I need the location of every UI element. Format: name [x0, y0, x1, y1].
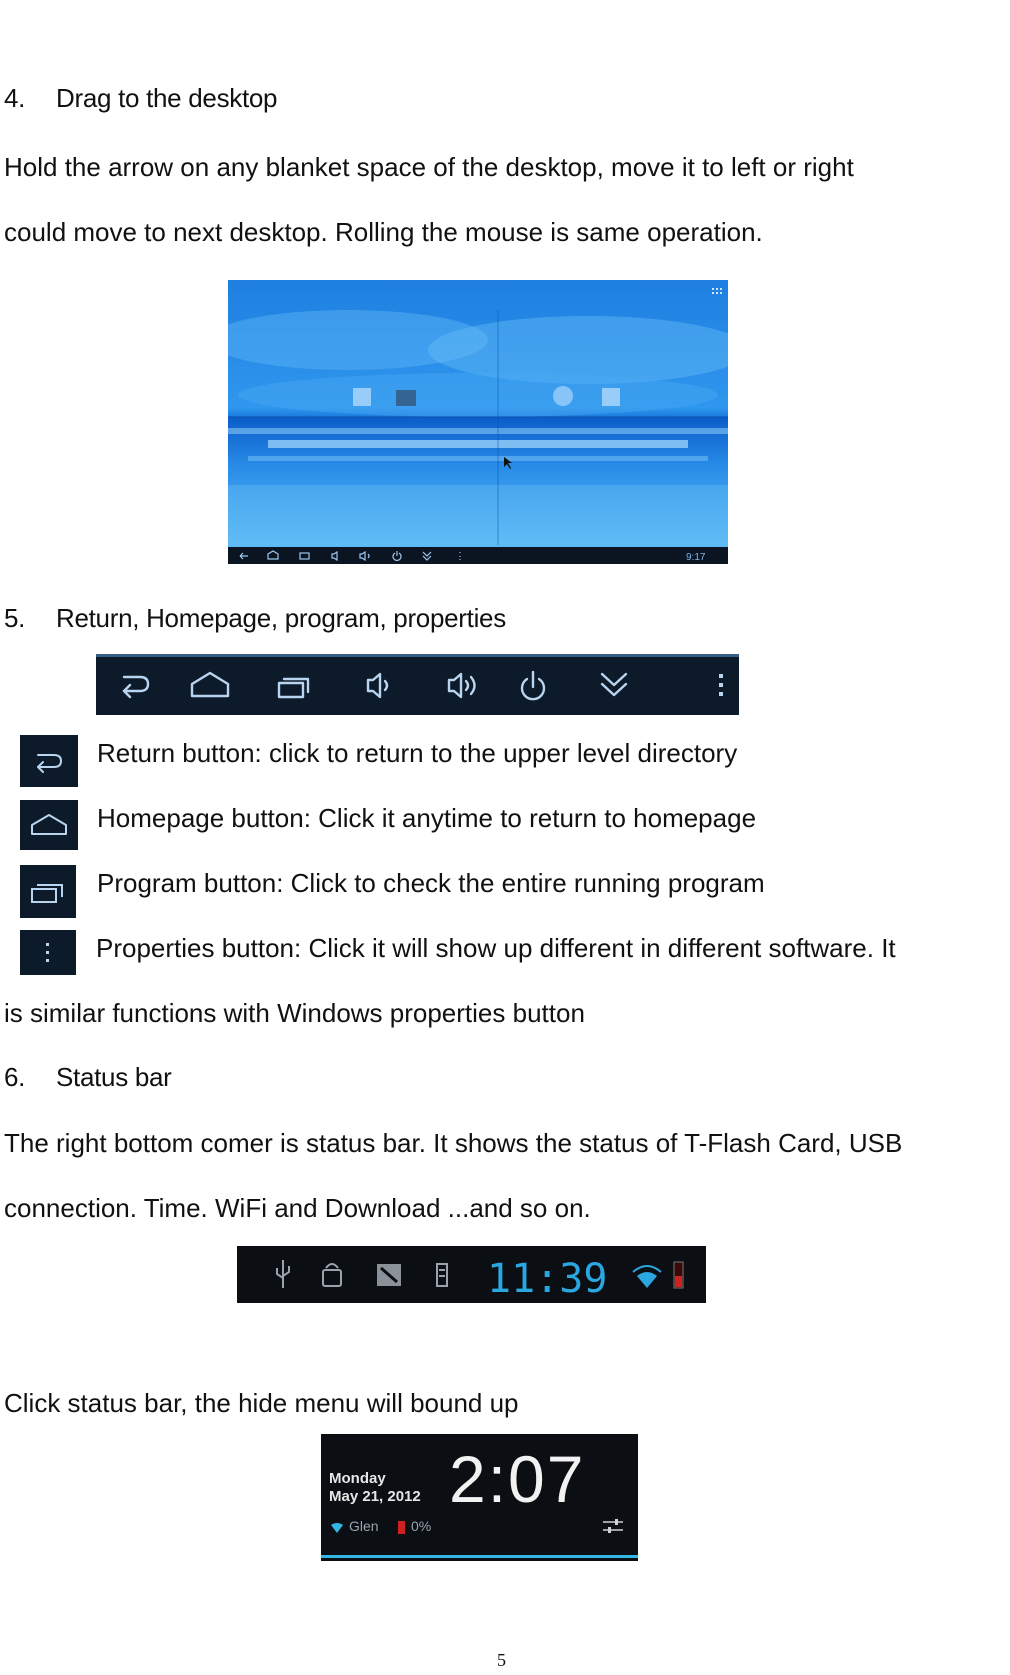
section-4-line-1: Hold the arrow on any blanket space of the desktop, move it to left or right — [4, 152, 854, 182]
recent-apps-icon[interactable] — [279, 679, 308, 697]
page-number: 5 — [497, 1650, 506, 1670]
panel-wifi-icon — [331, 1521, 343, 1533]
section-4-number: 4. — [4, 83, 26, 113]
desktop-clock: 9:17 — [686, 552, 706, 563]
panel-time: 2:07 — [449, 1442, 586, 1516]
battery-icon — [674, 1262, 683, 1288]
panel-accent-line — [321, 1555, 638, 1558]
volume-up-icon[interactable] — [449, 674, 475, 697]
desktop-screenshot — [228, 280, 728, 564]
usb-icon — [277, 1260, 289, 1288]
section-4-line-2: could move to next desktop. Rolling the mouse is same operation. — [4, 217, 763, 247]
panel-day: Monday — [329, 1470, 386, 1487]
homepage-button-description: Homepage button: Click it anytime to return to homepage — [97, 803, 757, 833]
quick-settings-icon[interactable] — [603, 1518, 623, 1534]
panel-battery: 0% — [411, 1518, 432, 1534]
properties-continuation: is similar functions with Windows properties button — [4, 998, 585, 1028]
status-bar-clock: 11:39 — [487, 1256, 608, 1302]
power-icon[interactable] — [522, 672, 544, 699]
section-4-heading — [4, 83, 277, 114]
section-6-title: Status bar — [56, 1062, 172, 1092]
program-button-sample — [20, 865, 76, 918]
return-button-sample — [20, 735, 78, 787]
panel-battery-icon — [398, 1521, 405, 1534]
hide-bar-icon[interactable] — [602, 674, 626, 695]
panel-date: May 21, 2012 — [329, 1488, 421, 1505]
home-icon[interactable] — [192, 673, 228, 696]
download-icon — [437, 1264, 447, 1286]
properties-button-description: Properties button: Click it will show up different in different software. It — [96, 933, 896, 963]
return-button-description: Return button: click to return to the upper level directory — [97, 738, 738, 768]
wifi-icon — [633, 1266, 661, 1288]
sd-card-icon — [377, 1264, 401, 1286]
status-bar[interactable] — [237, 1246, 706, 1303]
panel-network: Glen — [349, 1518, 379, 1534]
android-debug-icon — [323, 1264, 341, 1286]
menu-dots-icon[interactable] — [719, 674, 723, 696]
section-4-title: Drag to the desktop — [56, 83, 278, 113]
section-6-number: 6. — [4, 1062, 26, 1092]
homepage-button-sample — [20, 800, 78, 850]
section-5-number: 5. — [4, 603, 26, 633]
back-icon — [20, 735, 78, 787]
click-status-bar-text: Click status bar, the hide menu will bound up — [4, 1388, 519, 1418]
section-5-heading — [4, 603, 506, 634]
section-6-heading — [4, 1062, 172, 1093]
volume-down-icon[interactable] — [368, 674, 387, 697]
program-button-description: Program button: Click to check the entire running program — [97, 868, 765, 898]
section-5-title: Return, Homepage, program, properties — [56, 603, 506, 633]
notification-panel — [321, 1434, 638, 1561]
home-icon — [20, 800, 78, 850]
properties-button-sample — [20, 930, 76, 975]
menu-dots-icon — [20, 930, 76, 975]
navigation-bar — [96, 654, 739, 715]
section-6-line-1: The right bottom comer is status bar. It shows the status of T-Flash Card, USB — [4, 1128, 903, 1158]
navigation-bar-icons — [96, 657, 739, 712]
status-bar-icons — [237, 1246, 706, 1303]
section-6-line-2: connection. Time. WiFi and Download ...and so on. — [4, 1193, 591, 1223]
recent-apps-icon — [20, 865, 76, 918]
back-icon[interactable] — [124, 677, 148, 697]
desktop-screenshot-image — [228, 280, 728, 564]
